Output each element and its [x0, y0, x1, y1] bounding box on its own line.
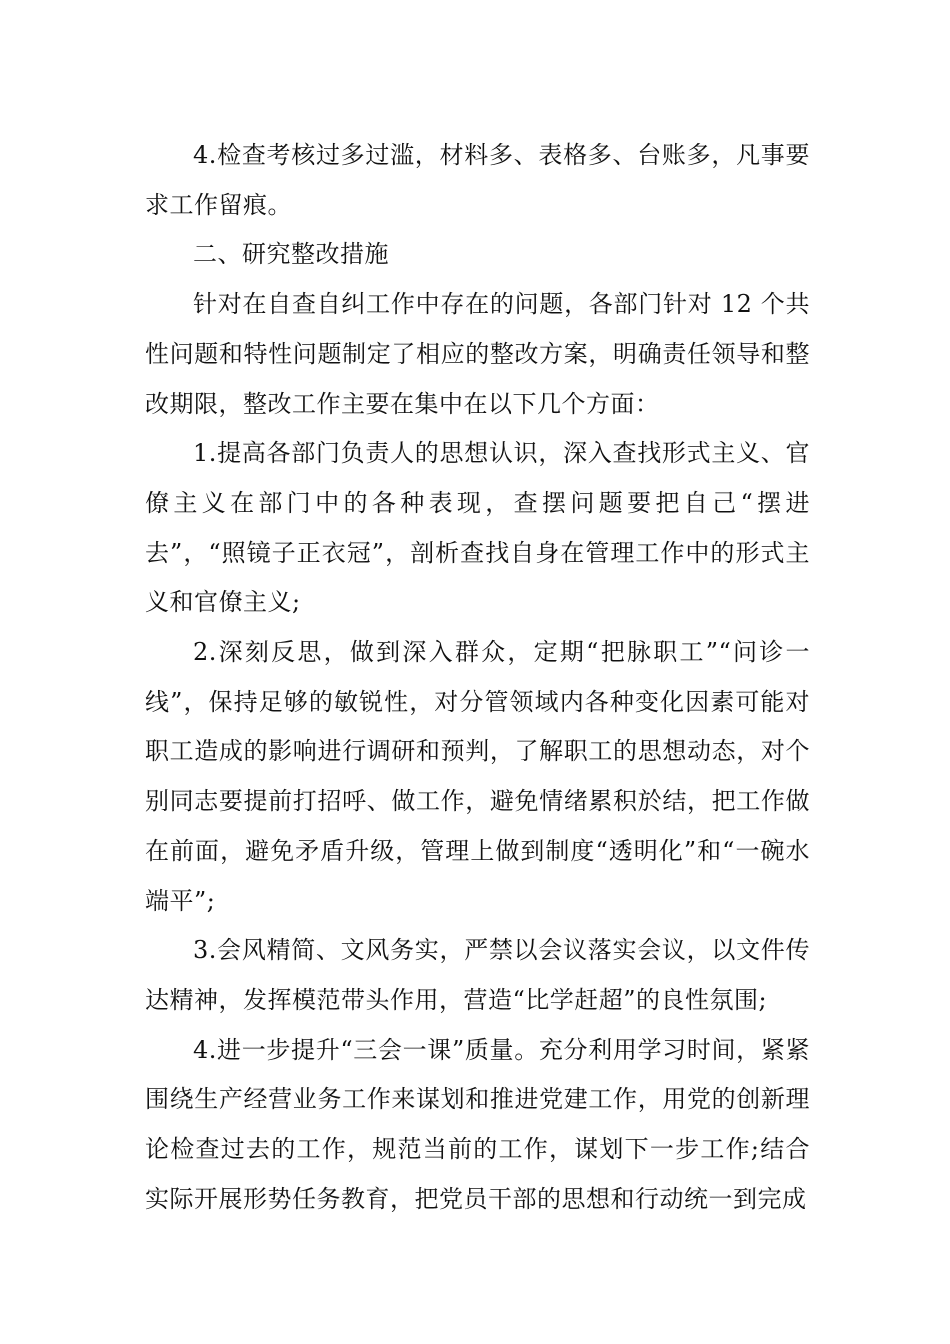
- document-body: [145, 131, 810, 1224]
- section-heading-rectification: 二、研究整改措施: [193, 240, 389, 269]
- paragraph-item-4-inspection: 4.检查考核过多过滥，材料多、表格多、台账多，凡事要求工作留痕。: [145, 141, 810, 219]
- paragraph-rectification-intro: 针对在自查自纠工作中存在的问题，各部门针对 12 个共性问题和特性问题制定了相应的整改方案，明确责任领导和整改期限，整改工作主要在集中在以下几个方面：: [145, 290, 810, 418]
- paragraph-measure-2: 2.深刻反思，做到深入群众，定期“把脉职工”“问诊一线”，保持足够的敏锐性，对分管领域内各种变化因素可能对职工造成的影响进行调研和预判，了解职工的思想动态，对个别同志要提前打招呼、做工作，避免情绪累积於结，把工作做在前面，避免矛盾升级，管理上做到制度“透明化”和“一碗水端平”;: [145, 638, 810, 915]
- paragraph-measure-1: 1.提高各部门负责人的思想认识，深入查找形式主义、官僚主义在部门中的各种表现，查摆问题要把自己“摆进去”，“照镜子正衣冠”，剖析查找自身在管理工作中的形式主义和官僚主义;: [145, 439, 810, 617]
- paragraph-measure-4: 4.进一步提升“三会一课”质量。充分利用学习时间，紧紧围绕生产经营业务工作来谋划和推进党建工作，用党的创新理论检查过去的工作，规范当前的工作，谋划下一步工作;结合实际开展形势任务教育，把党员干部的思想和行动统一到完成: [145, 1035, 810, 1213]
- paragraph-measure-3: 3.会风精简、文风务实，严禁以会议落实会议，以文件传达精神，发挥模范带头作用，营造“比学赶超”的良性氛围;: [145, 936, 810, 1014]
